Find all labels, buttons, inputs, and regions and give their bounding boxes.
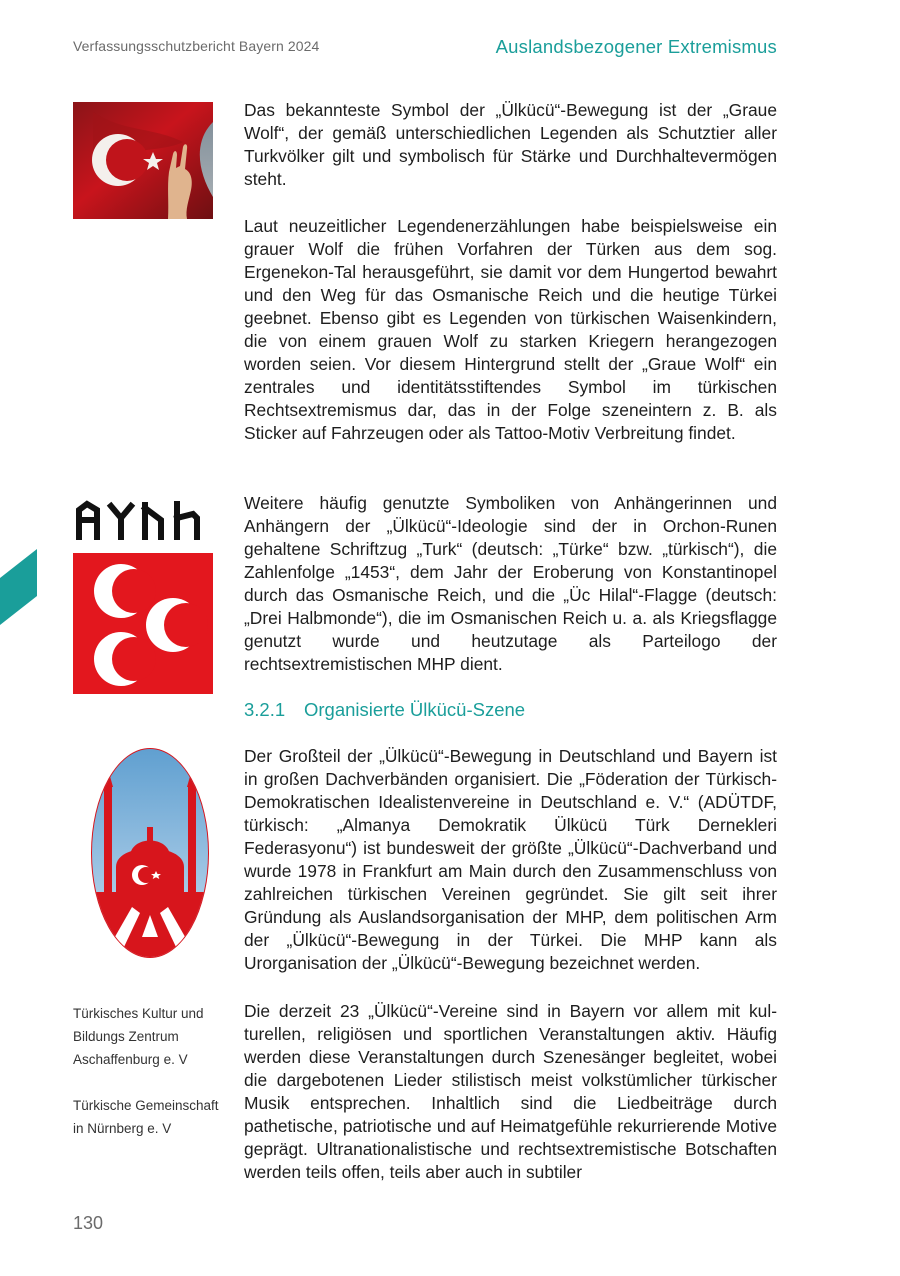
turkish-flag-wolf-salute-image (73, 102, 213, 219)
paragraph-umbrella-organisations: Der Großteil der „Ülkücü“-Bewegung in Deutschland und Bayern ist in großen Dachverbänden organisiert. Die „Föderation der Türkisch-Demokratischen Idealistenvereine in Deutschland e. V.“ (ADÜTDF, türkisch: „Almanya Demokratik Ülkücü Türk Dernekleri Federasyonu“) ist bundesweit der größte „Ülkücü“-Dachverband und wurde 1978 in Frankfurt am Main durch den Zusammenschluss von zahlreichen türkischen Vereinen gegründet. Sie gilt seit ihrer Gründung als Auslandsorganisation der MHP, dem politischen Arm der „Ülkücü“-Bewegung in der Türkei. Die MHP kann als Urorganisation der „Ülkücü“-Bewegung bezeichnet werden. (244, 746, 777, 973)
paragraph-associations-bavaria: Die derzeit 23 „Ülkücü“-Vereine sind in Bayern vor allem mit kulturellen, religiösen und sportlichen Veranstaltungen aktiv. Häufig werden diese Veranstaltungen durch Szenesänger begleitet, wobei die dargebotenen Lieder stilistisch meist volkstümlicher türkischer Musik entsprechen. Inhaltlich sind die Liedbeiträge durch pathetische, patriotische und auf Heimatgefühle rekurrierende Motive geprägt. Ultranationalistische und rechtsextremistische Botschaften werden teils offen, teils aber auch in subtiler (244, 1001, 777, 1182)
paragraph-wolf-legends: Laut neuzeitlicher Legendenerzählungen habe beispielsweise ein grauer Wolf die frühen Vorfahren der Türken aus dem sog. Ergenekon-Tal herausgeführt, sie damit vor dem Hungertod bewahrt und den Weg für das Osmanische Reich und die heutige Türkei geebnet. Ebenso gibt es Legenden von türkischen Waisenkindern, die von einem grauen Wolf zu starken Kriegern herangezogen worden seien. Vor diesem Hintergrund stellt der „Graue Wolf“ ein zentrales und identitätsstiftendes Symbol im türkischen Rechtsextremismus dar, das in der Folge szeneintern z. B. als Sticker auf Fahrzeugen oder als Tattoo-Motiv Verbreitung findet. (244, 216, 777, 443)
orkhon-runes-turk-image (73, 500, 213, 540)
margin-note: Türkische Gemeinschaft in Nürnberg e. V (73, 1098, 219, 1136)
chapter-tab-marker (0, 549, 37, 625)
margin-note: Türkisches Kultur und Bildungs Zentrum Aschaffenburg e. V (73, 1006, 204, 1067)
section-title: Organisierte Ülkücü-Szene (304, 699, 526, 720)
page-number: 130 (73, 1213, 104, 1233)
three-crescents-flag-image (73, 553, 213, 694)
mosque-emblem-image (90, 747, 210, 960)
section-heading (244, 699, 525, 721)
paragraph-other-symbols: Weitere häufig genutzte Symboliken von Anhängerinnen und Anhängern der „Ülkücü“-Ideologie sind der in Orchon-Runen gehaltene Schriftzug „Turk“ (deutsch: „Türke“ bzw. „türkisch“), die Zahlenfolge „1453“, dem Jahr der Eroberung von Konstantinopel durch das Osmanische Reich, und die „Üc Hilal“-Flagge (deutsch: „Drei Halbmonde“), die im Osmanischen Reich u. a. als Kriegsflagge genutzt wurde und heutzutage als Parteilogo der rechtsextremistischen MHP dient. (244, 493, 777, 674)
paragraph-grey-wolf-symbol: Das bekannteste Symbol der „Ülkücü“-Bewegung ist der „Graue Wolf“, der gemäß unterschiedlichen Legenden als Schutztier aller Turkvölker gilt und symbolisch für Stärke und Durchhaltevermögen steht. (244, 100, 777, 189)
section-number: 3.2.1 (244, 699, 286, 720)
margin-notes (73, 1002, 223, 1163)
running-header-right: Auslandsbezogener Extremismus (495, 36, 777, 57)
running-header-left: Verfassungsschutzbericht Bayern 2024 (73, 38, 320, 54)
